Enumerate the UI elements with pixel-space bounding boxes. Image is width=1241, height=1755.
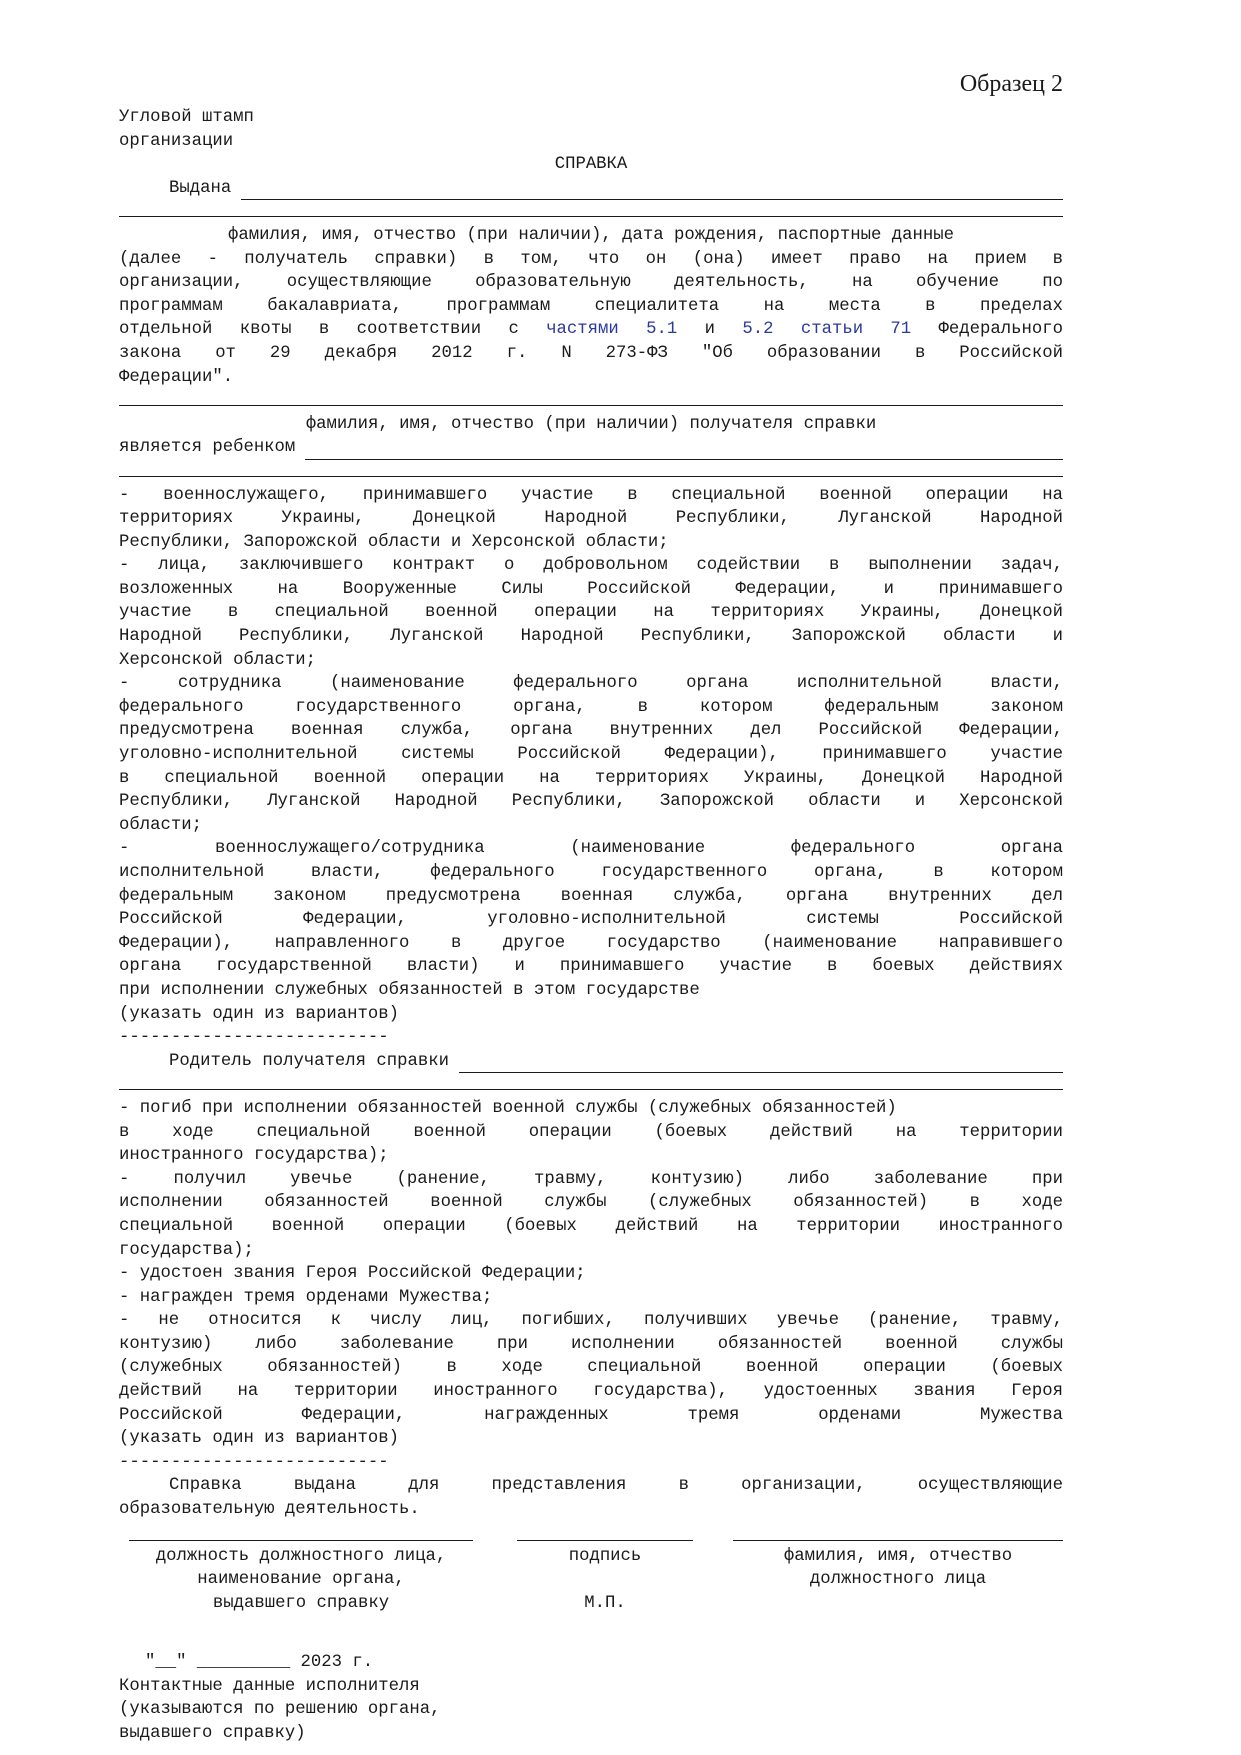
recipient-caption: фамилия, имя, отчество (при наличии) получателя справки [305, 414, 877, 434]
parent-option-line: - награжден тремя орденами Мужества; [119, 1287, 493, 1307]
parent-option-hint: (указать один из вариантов) [119, 1429, 400, 1449]
position-caption-1: должность должностного лица, [155, 1546, 447, 1566]
contact-line-2: (указываются по решению органа, [119, 1700, 441, 1720]
child-option-line: - военнослужащего, принимавшего участие в специальной военной операции на [119, 485, 1063, 505]
parent-option-line: (служебных обязанностей) в ходе специальной военной операции (боевых [119, 1358, 1063, 1378]
parent-blank[interactable] [459, 1055, 1063, 1073]
parent-label: Родитель получателя справки [169, 1051, 450, 1071]
child-option-hint: (указать один из вариантов) [119, 1004, 400, 1024]
position-blank[interactable] [129, 1530, 473, 1541]
child-of-label: является ребенком [119, 438, 296, 458]
parent-option-line: специальной военной операции (боевых действий на территории иностранного [119, 1216, 1063, 1236]
intro-line-5: закона от 29 декабря 2012 г. N 273-ФЗ "Об образовании в Российской [119, 343, 1063, 363]
child-option-line: федеральным законом предусмотрена военная служба, органа внутренних дел [119, 886, 1063, 906]
parent-option-line: иностранного государства); [119, 1146, 389, 1166]
intro-line-3: программам бакалавриата, программам специалитета на места в пределах [119, 296, 1063, 316]
intro-line-6: Федерации". [119, 367, 234, 387]
seal-placeholder: М.П. [584, 1593, 626, 1613]
child-option-line: Республики, Запорожской области и Херсонской области; [119, 532, 669, 552]
child-option-line: Херсонской области; [119, 650, 317, 670]
parent-field[interactable] [119, 1050, 1063, 1074]
child-option-line: предусмотрена военная служба, органа внутренних дел Российской Федерации, [119, 721, 1063, 741]
child-option-line: уголовно-исполнительной системы Российской Федерации), принимавшего участие [119, 745, 1063, 765]
parent-option-line: - удостоен звания Героя Российской Федерации; [119, 1264, 586, 1284]
child-option-line: федерального государственного органа, в котором федеральным законом [119, 697, 1063, 717]
parent-option-line: в ходе специальной военной операции (боевых действий на территории [119, 1122, 1063, 1142]
child-option-line: при исполнении служебных обязанностей в этом государстве [119, 980, 700, 1000]
link-article-71[interactable]: 5.2 статьи 71 [742, 320, 912, 340]
child-option-line: области; [119, 815, 202, 835]
issued-caption: фамилия, имя, отчество (при наличии), дата рождения, паспортные данные [228, 225, 954, 245]
issued-blank[interactable] [241, 182, 1063, 200]
issued-blank-line-2[interactable] [119, 200, 1063, 217]
intro-line-links [119, 318, 1063, 342]
signature-block [119, 1522, 1063, 1628]
position-caption-2: наименование органа, [197, 1570, 405, 1590]
signature-blank[interactable] [517, 1530, 693, 1541]
child-option-line: участие в специальной военной операции на территориях Украины, Донецкой [119, 603, 1063, 623]
child-of-blank[interactable] [305, 442, 1063, 460]
parent-option-line: - погиб при исполнении обязанностей военной службы (служебных обязанностей) [119, 1098, 897, 1118]
intro-line-2: организации, осуществляющие образовательную деятельность, на обучение по [119, 273, 1063, 293]
child-option-line: Республики, Луганской Народной Республики, Запорожской области и Херсонской [119, 792, 1063, 812]
purpose-line-1: Справка выдана для представления в организации, осуществляющие [169, 1476, 1063, 1496]
issue-date-line[interactable]: "__" _________ 2023 г. [145, 1653, 374, 1673]
recipient-name-blank[interactable] [119, 389, 1063, 406]
stamp-line-2: организации [119, 131, 234, 151]
child-option-line: возложенных на Вооруженные Силы Российской Федерации, и принимавшего [119, 579, 1063, 599]
parent-option-line: контузию) либо заболевание при исполнении обязанностей военной службы [119, 1334, 1063, 1354]
parent-blank-line-2[interactable] [119, 1073, 1063, 1090]
official-name-caption-2: должностного лица [809, 1570, 987, 1590]
contact-line-1: Контактные данные исполнителя [119, 1676, 420, 1696]
certificate-document [119, 106, 1063, 1746]
stamp-line-1: Угловой штамп [119, 108, 254, 127]
sample-label: Образец 2 [959, 71, 1063, 97]
issued-field[interactable] [119, 177, 1063, 201]
child-option-line: - сотрудника (наименование федерального органа исполнительной власти, [119, 674, 1063, 694]
position-caption-3: выдавшего справку [212, 1593, 390, 1613]
child-of-blank-line-2[interactable] [119, 460, 1063, 477]
intro-links-middle: и [677, 320, 743, 340]
child-of-field[interactable] [119, 436, 1063, 460]
child-option-line: Народной Республики, Луганской Народной Республики, Запорожской области и [119, 627, 1063, 647]
child-option-line: органа государственной власти) и принимавшего участие в боевых действиях [119, 957, 1063, 977]
parent-option-line: - получил увечье (ранение, травму, контузию) либо заболевание при [119, 1169, 1063, 1189]
child-option-line: - военнослужащего/сотрудника (наименование федерального органа [119, 839, 1063, 859]
parent-option-line: - не относится к числу лиц, погибших, получивших увечье (ранение, травму, [119, 1311, 1063, 1331]
parent-option-line: Российской Федерации, награжденных тремя орденами Мужества [119, 1405, 1063, 1425]
document-title: СПРАВКА [554, 155, 628, 175]
issued-label: Выдана [169, 178, 232, 198]
contact-line-3: выдавшего справку) [119, 1724, 306, 1743]
child-option-line: Российской Федерации, уголовно-исполнительной системы Российской [119, 910, 1063, 930]
intro-line-1: (далее - получатель справки) в том, что он (она) имеет право на прием в [119, 249, 1063, 269]
intro-links-before: отдельной квоты в соответствии с [119, 320, 547, 340]
parent-option-line: государства); [119, 1240, 254, 1260]
child-option-line: исполнительной власти, федерального государственного органа, в котором [119, 863, 1063, 882]
parent-option-separator: -------------------------- [119, 1452, 389, 1472]
purpose-line-2: образовательную деятельность. [119, 1500, 420, 1520]
child-option-line: территориях Украины, Донецкой Народной Республики, Луганской Народной [119, 509, 1063, 529]
child-option-line: в специальной военной операции на территориях Украины, Донецкой Народной [119, 768, 1063, 788]
parent-option-line: исполнении обязанностей военной службы (служебных обязанностей) в ходе [119, 1193, 1063, 1213]
child-option-line: Федерации), направленного в другое государство (наименование направившего [119, 933, 1063, 953]
child-option-line: - лица, заключившего контракт о добровольном содействии в выполнении задач, [119, 556, 1063, 576]
signature-caption: подпись [568, 1546, 642, 1566]
official-name-blank[interactable] [733, 1530, 1063, 1541]
link-part-5-1[interactable]: частями 5.1 [546, 320, 678, 340]
child-option-separator: -------------------------- [119, 1028, 389, 1048]
parent-option-line: действий на территории иностранного государства), удостоенных звания Героя [119, 1382, 1063, 1402]
official-name-caption-1: фамилия, имя, отчество [783, 1546, 1013, 1566]
intro-links-after: Федерального [911, 320, 1063, 340]
